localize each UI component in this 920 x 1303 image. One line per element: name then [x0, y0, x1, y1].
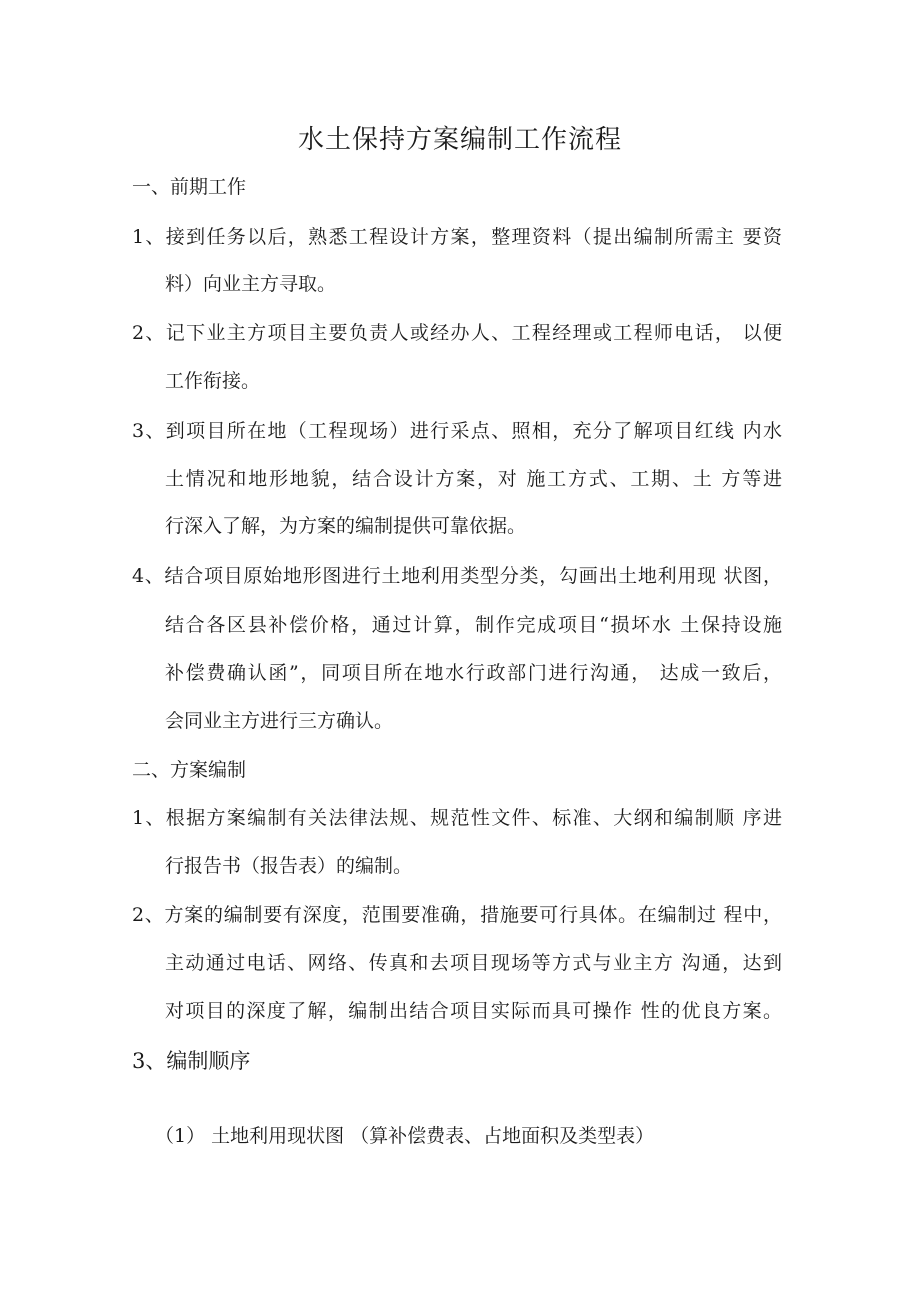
paragraph-line: 料）向业主方寻取。	[165, 273, 337, 295]
paragraph-line: 土情况和地形地貌，结合设计方案，对 施工方式、工期、土 方等进	[165, 468, 782, 490]
paragraph-line: 对项目的深度了解，编制出结合项目实际而具可操作 性的优良方案。	[165, 1000, 782, 1022]
paragraph-line: 主动通过电话、网络、传真和去项目现场等方式与业主方 沟通，达到	[165, 952, 782, 974]
section-heading-preliminary: 一、前期工作	[132, 176, 247, 198]
paragraph-line: 行深入了解，为方案的编制提供可靠依据。	[165, 515, 527, 537]
paragraph-line: 工作衔接。	[165, 370, 261, 392]
list-item: （1） 土地利用现状图 （算补偿费表、占地面积及类型表）	[155, 1125, 655, 1147]
paragraph-line: 会同业主方进行三方确认。	[165, 710, 394, 732]
paragraph-line: 行报告书（报告表）的编制。	[165, 855, 413, 877]
section-heading-order: 3、编制顺序	[132, 1049, 251, 1073]
section-heading-compilation: 二、方案编制	[132, 759, 247, 781]
paragraph-line: 2、记下业主方项目主要负责人或经办人、工程经理或工程师电话， 以便	[132, 322, 782, 344]
paragraph-line: 3、到项目所在地（工程现场）进行采点、照相，充分了解项目红线 内水	[132, 420, 782, 442]
page-title: 水土保持方案编制工作流程	[297, 125, 622, 155]
paragraph-line: 补偿费确认函”，同项目所在地水行政部门进行沟通， 达成一致后，	[165, 662, 782, 684]
paragraph-line: 2、方案的编制要有深度，范围要准确，措施要可行具体。在编制过 程中，	[132, 904, 782, 926]
paragraph-line: 4、结合项目原始地形图进行土地利用类型分类，勾画出土地利用现 状图，	[132, 565, 782, 587]
paragraph-line: 结合各区县补偿价格，通过计算，制作完成项目“损坏水 土保持设施	[165, 614, 782, 636]
paragraph-line: 1、根据方案编制有关法律法规、规范性文件、标准、大纲和编制顺 序进	[132, 807, 782, 829]
paragraph-line: 1、接到任务以后，熟悉工程设计方案，整理资料（提出编制所需主 要资	[132, 226, 782, 248]
